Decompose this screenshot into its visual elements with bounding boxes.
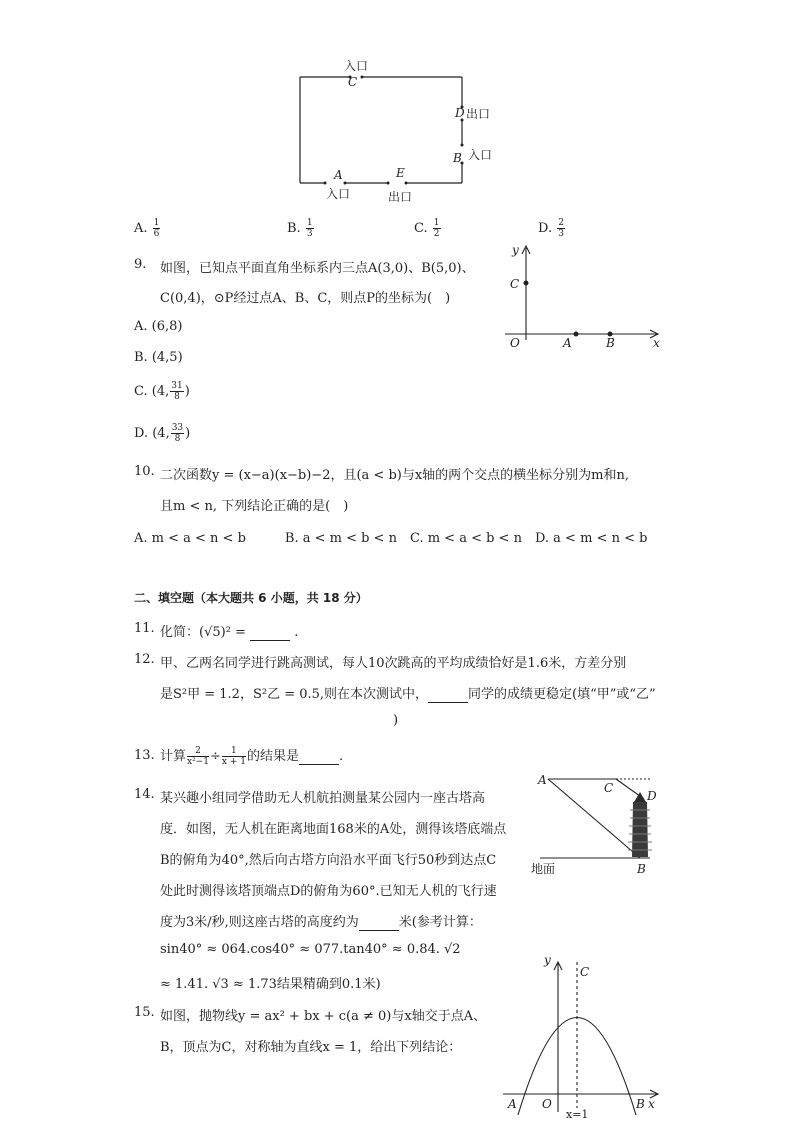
q12-line1: 甲、乙两名同学进行跳高测试，每人10次跳高的平均成绩恰好是1.6米，方差分别 xyxy=(160,656,627,671)
label-c: C xyxy=(348,75,358,89)
label-entrance-top: 入口 xyxy=(344,59,369,73)
q9-option-d: D. (4, $\frac{33}{8}$ ) xyxy=(134,423,191,444)
q15-fig-axis: x=1 xyxy=(566,1108,589,1120)
q14-line7: ≈ 1.41. √3 ≈ 1.73结果精确到0.1米) xyxy=(160,977,381,992)
q10-number: 10. xyxy=(134,464,155,479)
q8-option-d: D. $\frac{2}{3}$ xyxy=(538,218,564,239)
q14-line5: 度为3米/秒,则这座古塔的高度约为 米(参考计算： xyxy=(160,915,482,930)
label-b: B xyxy=(453,151,462,165)
q9-line1: 如图，已知点平面直角坐标系内三点A(3,0)、B(5,0)、 xyxy=(160,261,475,276)
q8-option-c: C. $\frac{1}{2}$ xyxy=(414,218,440,239)
q11-text: 化简：(√5)² = . xyxy=(160,625,299,640)
q14-fig-d: D xyxy=(647,789,657,803)
q12-number: 12. xyxy=(134,652,155,667)
q13-number: 13. xyxy=(134,748,155,763)
q10-options: A. m < a < n < b B. a < m < b < n C. m < a < b < n D. a < m < n < b xyxy=(134,531,648,546)
q10-line2: 且m < n, 下列结论正确的是( ) xyxy=(160,499,349,514)
q15-fig-c: C xyxy=(580,965,590,979)
q14-fig-c: C xyxy=(604,781,614,795)
q15-number: 15. xyxy=(134,1005,155,1020)
entrance-exit-diagram xyxy=(280,55,510,205)
label-exit-bottom: 出口 xyxy=(388,190,413,204)
q13-text: 计算 $\frac{2}{\text{x²−1}}$ ÷ $\frac{1}{x + 1}$ 的结果是 . xyxy=(160,746,344,767)
q14-line2: 度．如图，无人机在距离地面168米的A处，测得该塔底端点 xyxy=(160,822,507,837)
q10-line1: 二次函数y = (x−a)(x−b)−2，且(a < b)与x轴的两个交点的横坐标分别为m和n, xyxy=(160,468,630,483)
label-d: D xyxy=(455,106,465,120)
q9-fig-c: C xyxy=(510,277,520,291)
q9-fig-y: y xyxy=(512,243,519,257)
q9-number: 9. xyxy=(134,257,147,272)
q15-line2: B，顶点为C，对称轴为直线x = 1，给出下列结论： xyxy=(160,1040,462,1055)
q12-line2: 是S²甲 = 1.2，S²乙 = 0.5,则在本次测试中， 同学的成绩更稳定(填“甲”或“乙” xyxy=(160,687,656,702)
q9-fig-o: O xyxy=(510,336,520,350)
label-entrance-right: 入口 xyxy=(468,148,493,162)
q9-option-b: B. (4,5) xyxy=(134,350,183,365)
pagoda-figure xyxy=(528,772,668,882)
q14-line3: B的俯角为40°,然后向古塔方向沿水平面飞行50秒到达点C xyxy=(160,853,497,868)
q15-fig-a: A xyxy=(508,1097,517,1111)
q15-line1: 如图，抛物线y = ax² + bx + c(a ≠ 0)与x轴交于点A、 xyxy=(160,1009,487,1024)
q9-option-a: A. (6,8) xyxy=(134,319,183,334)
q14-fig-b: B xyxy=(637,862,646,876)
q9-fig-b: B xyxy=(606,336,615,350)
q15-fig-o: O xyxy=(542,1097,552,1111)
label-exit-right: 出口 xyxy=(466,107,491,121)
label-a: A xyxy=(334,168,343,182)
q11-number: 11. xyxy=(134,621,155,636)
q9-line2: C(0,4)，⊙P经过点A、B、C，则点P的坐标为( ) xyxy=(160,291,451,306)
q9-fig-a: A xyxy=(563,336,572,350)
q9-option-c: C. (4, $\frac{31}{8}$ ) xyxy=(134,381,190,402)
q15-fig-y: y xyxy=(544,953,551,967)
q14-line1: 某兴趣小组同学借助无人机航拍测量某公园内一座古塔高 xyxy=(160,791,486,806)
label-entrance-bottom: 入口 xyxy=(326,187,351,201)
q9-coordinate-figure xyxy=(500,240,670,355)
q14-fig-a: A xyxy=(538,773,547,787)
q12-line3: ) xyxy=(393,713,399,728)
parabola-figure xyxy=(498,950,668,1120)
q15-fig-b: B xyxy=(636,1097,645,1111)
q14-fig-ground: 地面 xyxy=(531,862,556,876)
q14-number: 14. xyxy=(134,787,155,802)
section-title-fill-in: 二、填空题（本大题共 6 小题，共 18 分） xyxy=(134,591,368,605)
q14-line6: sin40° ≈ 064.cos40° ≈ 077.tan40° ≈ 0.84. √2 xyxy=(160,942,461,957)
q15-fig-x: x xyxy=(648,1097,655,1111)
q14-line4: 处此时测得该塔顶端点D的俯角为60°.已知无人机的飞行速 xyxy=(160,884,497,899)
label-e: E xyxy=(396,166,405,180)
q8-option-b: B. $\frac{1}{3}$ xyxy=(287,218,313,239)
q9-fig-x: x xyxy=(653,336,660,350)
q8-option-a: A. $\frac{1}{6}$ xyxy=(134,218,160,239)
